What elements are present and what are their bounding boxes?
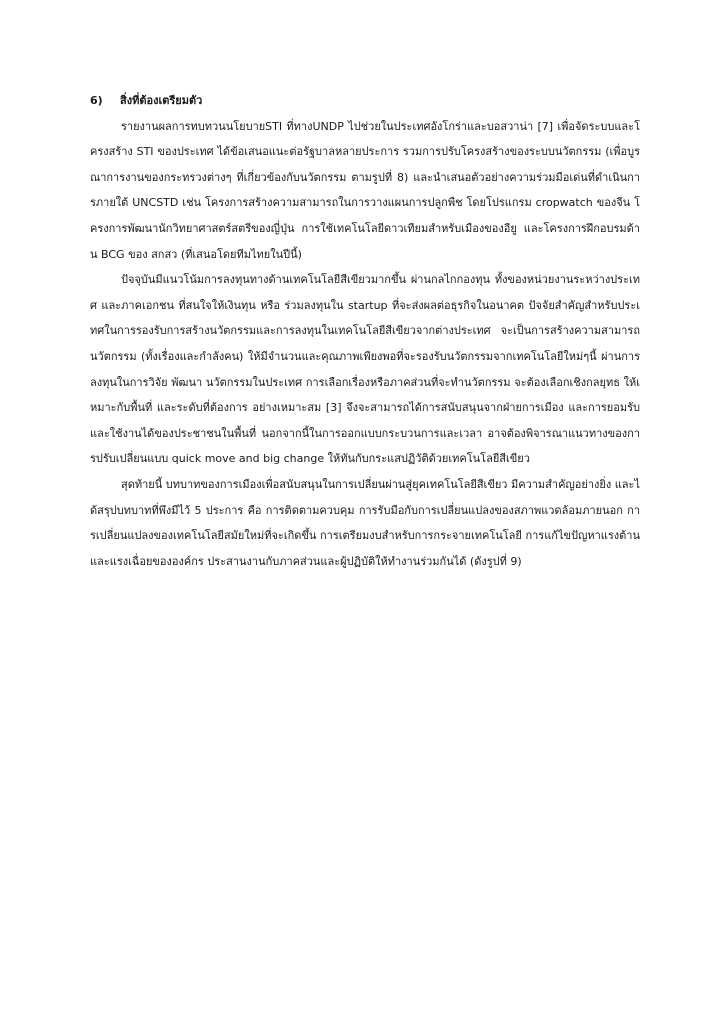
section-heading [90, 88, 640, 114]
paragraph-political-role: สุดท้ายนี้ บทบาทของการเมืองเพื่อสนับสนุนในการเปลี่ยนผ่านสู่ยุคเทคโนโลยีสีเขียว มีความสำคัญอย่างยิ่ง และได้สรุปบทบาทที่พึงมีไว้ 5 ประการ คือ การติดตามควบคุม การรับมือกับการเปลี่ยนแปลงของสภาพแวดล้อมภายนอก การเปลี่ยนแปลงของเทคโนโลยีสมัยใหม่ที่จะเกิดขึ้น การเตรียมงบสำหรับการกระจายเทคโนโลยี การแก้ไขปัญหาแรงต้านและแรงเฉื่อยขององค์กร ประสานงานกับภาคส่วนและผู้ปฏิบัติให้ทำงานร่วมกันได้ (ดังรูปที่ 9) [90, 477, 640, 568]
paragraph-sti-review: รายงานผลการทบทวนนโยบายSTI ที่ทางUNDP ไปช่วยในประเทศอังโกร่าและบอสวาน่า [7] เพื่อจัดระบบและโครงสร้าง STI ของประเทศ ได้ข้อเสนอแนะต่อรัฐบาลหลายประการ รวมการปรับโครงสร้างของระบบนวัตกรรม (เพื่อบูรณาการงานของกระทรวงต่างๆ ที่เกี่ยวข้องกับนวัตกรรม ตามรูปที่ 8) และนำเสนอตัวอย่างความร่วมมือเด่นที่ดำเนินการภายใต้ UNCSTD เช่น โครงการสร้างความสามารถในการวางแผนการปลูกพืช โดยโปรแกรม cropwatch ของจีน โครงการพัฒนานักวิทยาศาสตร์สตรีของญี่ปุ่น การใช้เทคโนโลยีดาวเทียมสำหรับเมืองของอียู และโครงการฝึกอบรมด้าน BCG ของ สกสว (ที่เสนอโดยทีมไทยในปีนี้) [90, 119, 640, 261]
section-title: สิ่งที่ต้องเตรียมตัว [120, 94, 203, 107]
section-number: 6) [90, 94, 103, 107]
paragraph-green-investment: ปัจจุบันมีแนวโน้มการลงทุนทางด้านเทคโนโลยีสีเขียวมากขึ้น ผ่านกลไกกองทุน ทั้งของหน่วยงานระหว่างประเทศ และภาคเอกชน ที่สนใจให้เงินทุน หรือ ร่วมลงทุนใน startup ที่จะส่งผลต่อธุรกิจในอนาคต ปัจจัยสำคัญสำหรับประเทศในการรองรับการสร้างนวัตกรรมและการลงทุนในเทคโนโลยีสีเขียวจากต่างประเทศ จะเป็นการสร้างความสามารถนวัตกรรม (ทั้งเรื่องและกำลังคน) ให้มีจำนวนและคุณภาพเพียงพอที่จะรองรับนวัตกรรมจากเทคโนโลยีใหม่ๆนี้ ผ่านการลงทุนในการวิจัย พัฒนา นวัตกรรมในประเทศ การเลือกเรื่องหรือภาคส่วนที่จะทำนวัตกรรม จะต้องเลือกเชิงกลยุทธ ให้เหมาะกับพื้นที่ และระดับที่ต้องการ อย่างเหมาะสม [3] จึงจะสามารถได้การสนับสนุนจากฝ่ายการเมือง และการยอมรับและใช้งานได้ของประชาชนในพื้นที่ นอกจากนี้ในการออกแบบกระบวนการและเวลา อาจต้องพิจารณาแนวทางของการปรับเปลี่ยนแบบ quick move and big change ให้ทันกับกระแสปฏิวัติด้วยเทคโนโลยีสีเขียว [90, 273, 640, 466]
document-body [90, 88, 640, 574]
